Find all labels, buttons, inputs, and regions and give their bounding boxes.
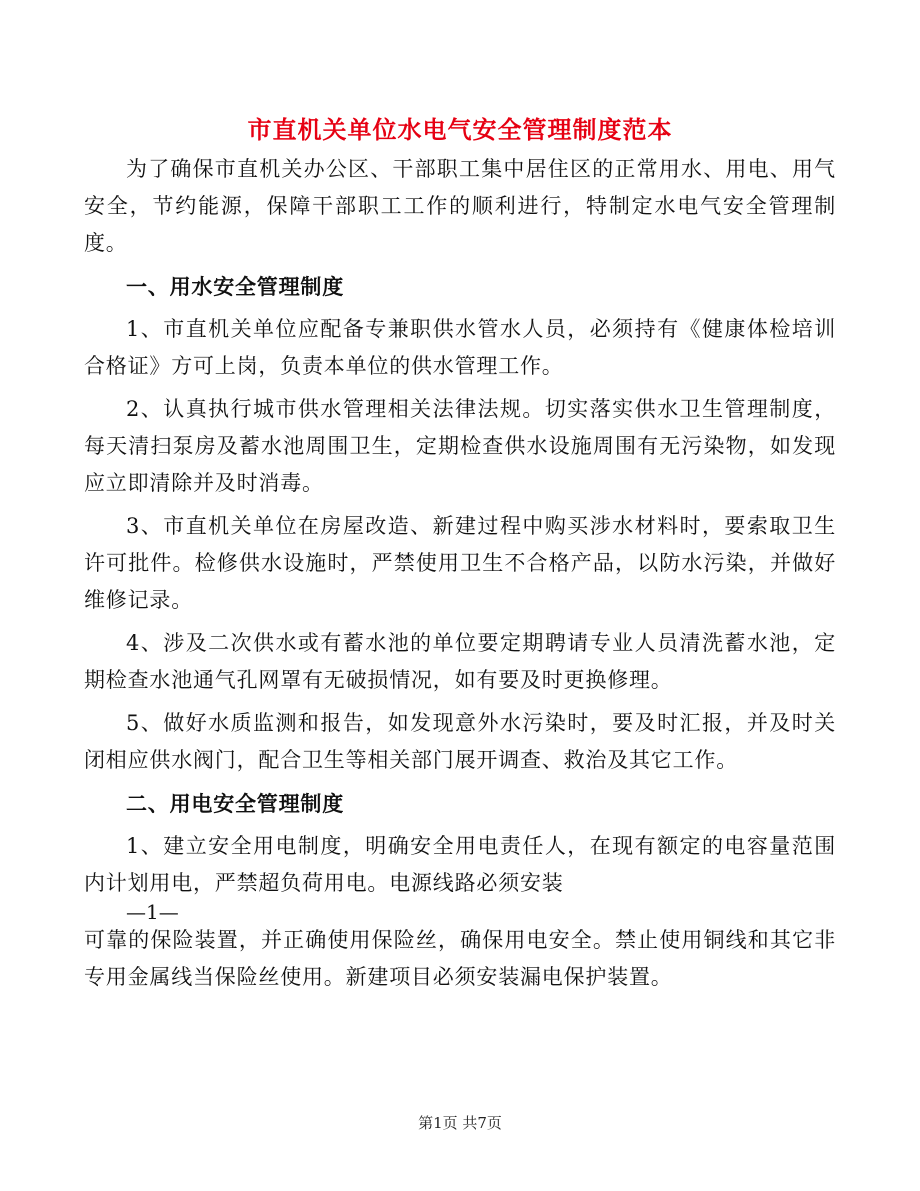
- water-rule-2: 2、认真执行城市供水管理相关法律法规。切实落实供水卫生管理制度，每天清扫泵房及蓄水池周围卫生，定期检查供水设施周围有无污染物，如发现应立即清除并及时消毒。: [84, 397, 836, 495]
- continued-text: [84, 922, 836, 1002]
- intro-paragraph: 为了确保市直机关办公区、干部职工集中居住区的正常用水、用电、用气安全，节约能源，保障干部职工工作的顺利进行，特制定水电气安全管理制度。: [84, 157, 836, 255]
- document-title: 市直机关单位水电气安全管理制度范本: [247, 115, 673, 144]
- document-body: [84, 151, 836, 908]
- water-rule-3: 3、市直机关单位在房屋改造、新建过程中购买涉水材料时，要索取卫生许可批件。检修供水设施时，严禁使用卫生不合格产品，以防水污染，并做好维修记录。: [84, 514, 836, 612]
- water-rule-1: 1、市直机关单位应配备专兼职供水管水人员，必须持有《健康体检培训合格证》方可上岗，负责本单位的供水管理工作。: [84, 317, 836, 378]
- electric-rule-1: 1、建立安全用电制度，明确安全用电责任人，在现有额定的电容量范围内计划用电，严禁超负荷用电。电源线路必须安装: [84, 834, 836, 895]
- section-heading-electric: 二、用电安全管理制度: [126, 791, 344, 816]
- page-number-mark: —1—: [126, 900, 179, 924]
- water-rule-4: 4、涉及二次供水或有蓄水池的单位要定期聘请专业人员清洗蓄水池，定期检查水池通气孔网罩有无破损情况，如有要及时更换修理。: [84, 631, 836, 692]
- water-rule-5: 5、做好水质监测和报告，如发现意外水污染时，要及时汇报，并及时关闭相应供水阀门，配合卫生等相关部门展开调查、救治及其它工作。: [84, 711, 836, 772]
- section-heading-water: 一、用水安全管理制度: [126, 274, 344, 299]
- continuation-paragraph: 可靠的保险装置，并正确使用保险丝，确保用电安全。禁止使用铜线和其它非专用金属线当保险丝使用。新建项目必须安装漏电保护装置。: [84, 928, 836, 989]
- page-footer: 第1页 共7页: [418, 1114, 502, 1132]
